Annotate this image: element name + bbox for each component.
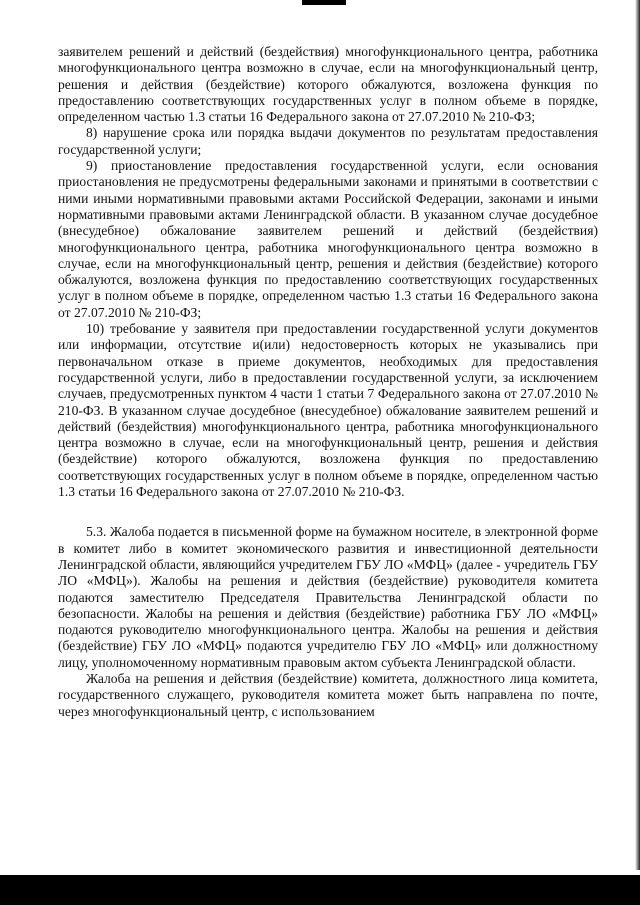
- paragraph-continuation: заявителем решений и действий (бездействия) многофункционального центра, работника многофункционального центра возможно в случае, если на многофункциональный центр, решения и действия (бездействие) которого обжалуются, возложена функция по предоставлению соответствующих государственных услуг в полном объеме в порядке, определенном частью 1.3 статьи 16 Федерального закона от 27.07.2010 № 210-ФЗ;: [58, 44, 598, 125]
- scan-bottom-band: [0, 875, 640, 905]
- paragraph-item-8: 8) нарушение срока или порядка выдачи документов по результатам предоставления государственной услуги;: [58, 125, 598, 157]
- paragraph-item-10: 10) требование у заявителя при предоставлении государственной услуги документов или информации, отсутствие и(или) недостоверность которых не указывались при первоначальном отказе в приеме документов, необходимых для предоставления государственной услуги, либо в предоставлении государственной услуги, за исключением случаев, предусмотренных пунктом 4 части 1 статьи 7 Федерального закона от 27.07.2010 № 210-ФЗ. В указанном случае досудебное (внесудебное) обжалование заявителем решений и действий (бездействия) многофункционального центра, работника многофункционального центра возможно в случае, если на многофункциональный центр, решения и действия (бездействие) которого обжалуются, возложена функция по предоставлению соответствующих государственных услуг в полном объеме в порядке, определенном частью 1.3 статьи 16 Федерального закона от 27.07.2010 № 210-ФЗ.: [58, 321, 598, 500]
- scan-edge-shadow: [635, 0, 640, 870]
- paragraph-complaint-channels: Жалоба на решения и действия (бездействие) комитета, должностного лица комитета, государственного служащего, руководителя комитета может быть направлена по почте, через многофункциональный центр, с использованием: [58, 670, 598, 719]
- scan-top-mark: [302, 0, 346, 5]
- paragraph-section-5-3: 5.3. Жалоба подается в письменной форме на бумажном носителе, в электронной форме в комитет либо в комитет экономического развития и инвестиционной деятельности Ленинградской области, являющийся учредителем ГБУ ЛО «МФЦ» (далее - учредитель ГБУ ЛО «МФЦ»). Жалобы на решения и действия (бездействие) руководителя комитета подаются заместителю Председателя Правительства Ленинградской области по безопасности. Жалобы на решения и действия (бездействие) работника ГБУ ЛО «МФЦ» подаются руководителю многофункционального центра. Жалобы на решения и действия (бездействие) ГБУ ЛО «МФЦ» подаются учредителю ГБУ ЛО «МФЦ» или должностному лицу, уполномоченному нормативным правовым актом субъекта Ленинградской области.: [58, 524, 598, 670]
- document-body: [58, 44, 598, 720]
- paragraph-item-9: 9) приостановление предоставления государственной услуги, если основания приостановления не предусмотрены федеральными законами и принятыми в соответствии с ними иными нормативными правовыми актами Российской Федерации, законами и иными нормативными правовыми актами Ленинградской области. В указанном случае досудебное (внесудебное) обжалование заявителем решений и действий (бездействия) многофункционального центра, работника многофункционального центра возможно в случае, если на многофункциональный центр, решения и действия (бездействие) которого обжалуются, возложена функция по предоставлению соответствующих государственных услуг в полном объеме в порядке, определенном частью 1.3 статьи 16 Федерального закона от 27.07.2010 № 210-ФЗ;: [58, 158, 598, 320]
